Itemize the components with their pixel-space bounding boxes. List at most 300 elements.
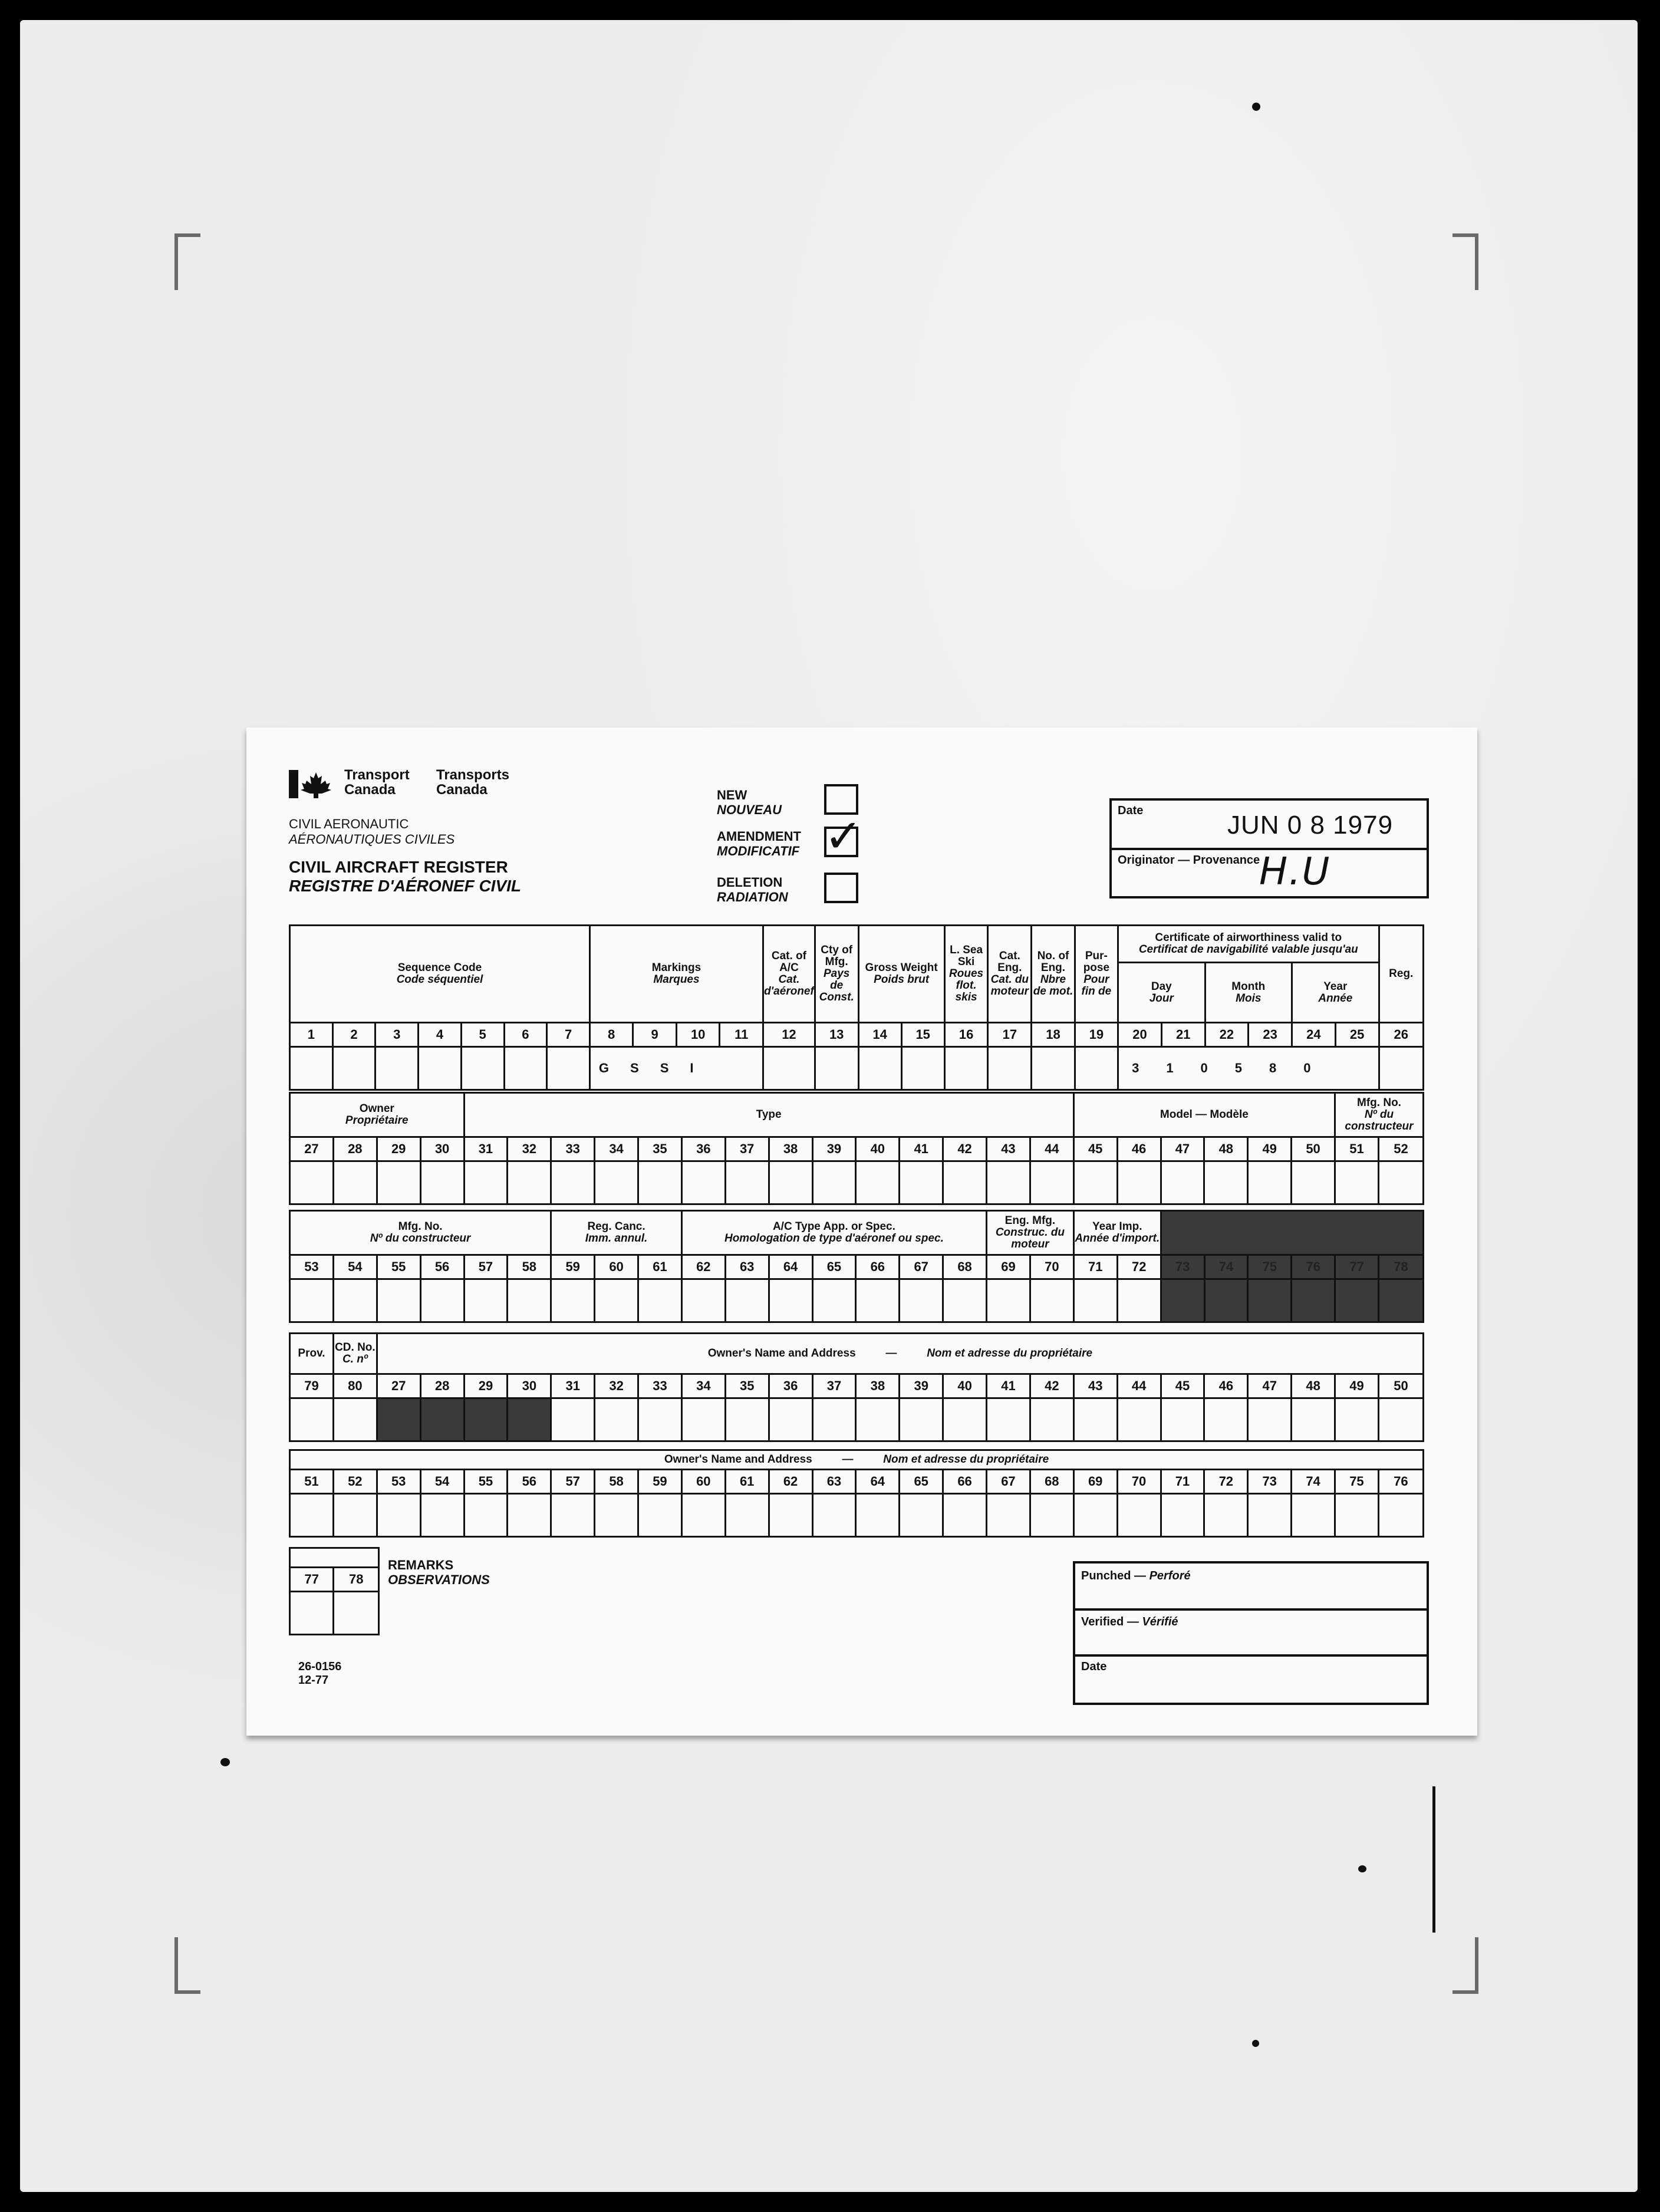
- entry-cell[interactable]: [769, 1161, 812, 1204]
- year-imported-header: [1073, 1211, 1161, 1255]
- column-number: 62: [769, 1470, 812, 1494]
- remarks-label-fr: OBSERVATIONS: [388, 1572, 490, 1588]
- entry-cell[interactable]: [1030, 1494, 1073, 1537]
- entry-cell[interactable]: [1032, 1047, 1075, 1090]
- entry-cell[interactable]: [944, 1047, 988, 1090]
- shaded-cell: [377, 1398, 420, 1441]
- gross-weight-header: [858, 926, 944, 1023]
- country-en: Cty of Mfg.: [821, 944, 853, 969]
- entry-cell[interactable]: [900, 1398, 943, 1441]
- crop-mark-top-right: [1452, 233, 1478, 290]
- owner-name-fr-2: Nom et adresse du propriétaire: [883, 1453, 1049, 1466]
- column-number: 47: [1248, 1374, 1292, 1398]
- column-number: 40: [856, 1137, 900, 1161]
- column-number: 73: [1161, 1255, 1204, 1279]
- owner-name-address-header-2: [290, 1450, 1424, 1470]
- cd-no-en: CD. No.: [335, 1341, 376, 1354]
- entry-cell[interactable]: [551, 1398, 595, 1441]
- entry-cell[interactable]: [856, 1279, 900, 1322]
- amendment-label-en: AMENDMENT: [717, 829, 801, 844]
- column-number: 12: [763, 1023, 815, 1047]
- entry-cell[interactable]: [1335, 1494, 1379, 1537]
- entry-cell[interactable]: [332, 1047, 376, 1090]
- shaded-cell: [420, 1398, 464, 1441]
- entry-cell[interactable]: [1117, 1398, 1161, 1441]
- entry-cell[interactable]: [1292, 1161, 1335, 1204]
- entry-cell[interactable]: [987, 1279, 1030, 1322]
- entry-cell[interactable]: [290, 1279, 334, 1322]
- month-en: Month: [1231, 980, 1266, 993]
- amendment-label: [717, 829, 801, 859]
- column-number: 8: [589, 1023, 633, 1047]
- column-number: 50: [1378, 1374, 1423, 1398]
- column-number: 76: [1378, 1470, 1423, 1494]
- entry-cell[interactable]: [1161, 1398, 1204, 1441]
- column-number: 57: [464, 1255, 508, 1279]
- entry-cell[interactable]: [464, 1161, 508, 1204]
- entry-cell[interactable]: [681, 1398, 725, 1441]
- entry-cell[interactable]: [638, 1161, 682, 1204]
- entry-cell[interactable]: [1117, 1161, 1161, 1204]
- column-number: 48: [1204, 1137, 1248, 1161]
- landing-gear-en: L. Sea Ski: [950, 944, 983, 969]
- engine-count-header: [1032, 926, 1075, 1023]
- column-number: 1: [290, 1023, 333, 1047]
- day-en: Day: [1151, 980, 1172, 993]
- column-number: 75: [1248, 1255, 1292, 1279]
- entry-cell[interactable]: [1248, 1398, 1292, 1441]
- branch-name-fr: AÉRONAUTIQUES CIVILES: [289, 832, 455, 847]
- column-number: 66: [856, 1255, 900, 1279]
- day-fr: Jour: [1149, 992, 1174, 1005]
- entry-cell[interactable]: [812, 1279, 856, 1322]
- purpose-fr: Pour fin de: [1081, 973, 1112, 998]
- column-number: 68: [1030, 1470, 1073, 1494]
- entry-cell[interactable]: [1073, 1161, 1117, 1204]
- entry-cell[interactable]: [901, 1047, 944, 1090]
- entry-cell[interactable]: [769, 1398, 812, 1441]
- month-fr: Mois: [1236, 992, 1262, 1005]
- column-number: 62: [681, 1255, 725, 1279]
- column-number: 56: [420, 1255, 464, 1279]
- column-number: 51: [1335, 1137, 1379, 1161]
- entry-cell[interactable]: [987, 1494, 1030, 1537]
- purpose-en: Pur-pose: [1083, 950, 1110, 975]
- entry-cell[interactable]: [1378, 1494, 1423, 1537]
- column-number: 40: [943, 1374, 987, 1398]
- engine-manufacturer-header: [987, 1211, 1074, 1255]
- entry-cell[interactable]: [290, 1161, 334, 1204]
- column-number: 78: [1379, 1255, 1424, 1279]
- entry-cell[interactable]: [508, 1279, 551, 1322]
- column-number: 2: [332, 1023, 376, 1047]
- certificate-expiry-value[interactable]: 310580: [1118, 1047, 1379, 1090]
- column-number: 49: [1248, 1137, 1292, 1161]
- column-number: 72: [1117, 1255, 1161, 1279]
- verified-en: Verified —: [1081, 1615, 1139, 1628]
- date-stamp-value: JUN 0 8 1979: [1227, 811, 1394, 840]
- entry-cell[interactable]: [464, 1494, 508, 1537]
- column-number: 53: [290, 1255, 334, 1279]
- column-number: 60: [595, 1255, 638, 1279]
- markings-en: Markings: [651, 962, 701, 975]
- column-number: 43: [987, 1137, 1030, 1161]
- engine-count-fr: Nbre de mot.: [1033, 973, 1073, 998]
- owner-name-dash: —: [885, 1347, 897, 1360]
- entry-cell[interactable]: [725, 1398, 769, 1441]
- entry-cell[interactable]: [987, 1161, 1030, 1204]
- entry-cell[interactable]: [377, 1494, 420, 1537]
- entry-cell[interactable]: [769, 1279, 812, 1322]
- entry-cell[interactable]: [681, 1494, 725, 1537]
- entry-cell[interactable]: [1335, 1398, 1379, 1441]
- column-number: 32: [595, 1374, 638, 1398]
- entry-cell[interactable]: [551, 1494, 595, 1537]
- column-number: 59: [638, 1470, 682, 1494]
- owner-name-fr: Nom et adresse du propriétaire: [927, 1347, 1093, 1360]
- entry-cell[interactable]: [420, 1161, 464, 1204]
- type-header: Type: [464, 1093, 1073, 1137]
- column-number: 36: [681, 1137, 725, 1161]
- year-imported-fr: Année d'import.: [1075, 1232, 1160, 1245]
- engine-manufacturer-en: Eng. Mfg.: [1004, 1214, 1056, 1227]
- entry-cell[interactable]: [290, 1047, 333, 1090]
- column-number: 41: [987, 1374, 1030, 1398]
- column-number: 15: [901, 1023, 944, 1047]
- entry-cell[interactable]: [856, 1161, 900, 1204]
- entry-cell[interactable]: [1030, 1161, 1073, 1204]
- markings-value[interactable]: GSSI: [589, 1047, 763, 1090]
- entry-cell[interactable]: [333, 1279, 377, 1322]
- aircraft-register-form: [246, 728, 1477, 1736]
- entry-cell[interactable]: [815, 1047, 858, 1090]
- column-number: 28: [333, 1137, 377, 1161]
- entry-cell[interactable]: [1073, 1494, 1117, 1537]
- cd-no-fr: C. nº: [342, 1353, 368, 1365]
- column-number: 29: [377, 1137, 420, 1161]
- column-number: 27: [377, 1374, 420, 1398]
- entry-cell[interactable]: [1292, 1398, 1335, 1441]
- entry-cell[interactable]: [551, 1161, 595, 1204]
- entry-cell[interactable]: [420, 1494, 464, 1537]
- dept-name-fr: [436, 768, 509, 797]
- entry-cell[interactable]: [333, 1494, 377, 1537]
- markings-header: [589, 926, 763, 1023]
- column-number: 80: [333, 1374, 377, 1398]
- section5-table: [289, 1449, 1424, 1538]
- column-number: 66: [943, 1470, 987, 1494]
- entry-cell[interactable]: [595, 1494, 638, 1537]
- column-number: 61: [638, 1255, 682, 1279]
- processing-date-label: Date: [1081, 1660, 1107, 1673]
- entry-cell[interactable]: [1075, 1047, 1118, 1090]
- entry-cell[interactable]: [638, 1398, 682, 1441]
- column-number: 55: [464, 1470, 508, 1494]
- month-header: [1205, 963, 1292, 1023]
- entry-cell[interactable]: [943, 1161, 987, 1204]
- new-label-en: NEW: [717, 788, 747, 802]
- entry-cell[interactable]: [1248, 1161, 1292, 1204]
- entry-cell[interactable]: [1030, 1279, 1073, 1322]
- verified-label: [1081, 1615, 1178, 1628]
- category-fr: Cat. d'aéronef: [764, 973, 814, 998]
- entry-cell[interactable]: [812, 1161, 856, 1204]
- processing-divider-2: [1075, 1654, 1427, 1657]
- shaded-unused-block: [1161, 1211, 1423, 1255]
- entry-cell[interactable]: [504, 1047, 547, 1090]
- punched-fr: Perforé: [1149, 1569, 1191, 1582]
- entry-cell[interactable]: [943, 1279, 987, 1322]
- column-number: 11: [720, 1023, 763, 1047]
- entry-cell[interactable]: [333, 1398, 377, 1441]
- deletion-checkbox[interactable]: [824, 873, 858, 903]
- entry-cell[interactable]: [1248, 1494, 1292, 1537]
- entry-cell[interactable]: [1117, 1494, 1161, 1537]
- remarks-label-en: REMARKS: [388, 1558, 454, 1572]
- entry-cell[interactable]: [1030, 1398, 1073, 1441]
- column-number: 70: [1117, 1470, 1161, 1494]
- branch-name-en: CIVIL AERONAUTIC: [289, 817, 409, 831]
- entry-cell[interactable]: [725, 1494, 769, 1537]
- mfg-number-fr: Nº du constructeur: [370, 1232, 471, 1245]
- entry-cell[interactable]: [547, 1047, 590, 1090]
- entry-cell[interactable]: [464, 1279, 508, 1322]
- entry-cell[interactable]: [900, 1161, 943, 1204]
- day-header: [1118, 963, 1205, 1023]
- entry-cell[interactable]: [1204, 1398, 1248, 1441]
- owner-code-en: Owner: [359, 1102, 394, 1115]
- entry-cell[interactable]: [856, 1398, 900, 1441]
- microfilm-page: [20, 20, 1638, 2192]
- shaded-cell: [1379, 1279, 1424, 1322]
- column-number: 71: [1073, 1255, 1117, 1279]
- column-number: 36: [769, 1374, 812, 1398]
- entry-cell[interactable]: [1073, 1279, 1117, 1322]
- entry-cell[interactable]: [1117, 1279, 1161, 1322]
- entry-cell[interactable]: [290, 1398, 334, 1441]
- film-scratch-line: [1432, 1786, 1435, 1933]
- column-number: 72: [1204, 1470, 1248, 1494]
- shaded-cell: [464, 1398, 508, 1441]
- sequence-code-fr: Code séquentiel: [396, 973, 483, 986]
- province-header: Prov.: [290, 1334, 334, 1374]
- mfg-number-header: [290, 1211, 551, 1255]
- column-number: 74: [1204, 1255, 1248, 1279]
- column-number: 57: [551, 1470, 595, 1494]
- entry-cell[interactable]: [420, 1279, 464, 1322]
- column-number: 3: [376, 1023, 419, 1047]
- column-number: 70: [1030, 1255, 1073, 1279]
- entry-cell[interactable]: [376, 1047, 419, 1090]
- entry-cell[interactable]: [988, 1047, 1032, 1090]
- entry-cell[interactable]: [725, 1161, 769, 1204]
- entry-cell[interactable]: [858, 1047, 901, 1090]
- entry-cell[interactable]: [681, 1279, 725, 1322]
- entry-cell[interactable]: [763, 1047, 815, 1090]
- entry-cell[interactable]: [508, 1161, 551, 1204]
- column-number: 49: [1335, 1374, 1379, 1398]
- column-number: 32: [508, 1137, 551, 1161]
- column-number: 20: [1118, 1023, 1162, 1047]
- entry-cell[interactable]: [943, 1494, 987, 1537]
- column-number: 30: [508, 1374, 551, 1398]
- engine-category-header: [988, 926, 1032, 1023]
- column-number: 23: [1249, 1023, 1292, 1047]
- entry-cell[interactable]: [419, 1047, 462, 1090]
- entry-cell[interactable]: [508, 1494, 551, 1537]
- entry-cell[interactable]: [812, 1398, 856, 1441]
- gross-weight-en: Gross Weight: [865, 962, 938, 975]
- mfg-number-en: Mfg. No.: [398, 1220, 443, 1233]
- entry-cell[interactable]: [334, 1592, 379, 1635]
- column-number: 26: [1379, 1023, 1423, 1047]
- column-number: 39: [812, 1137, 856, 1161]
- column-number: 34: [595, 1137, 638, 1161]
- column-number: 16: [944, 1023, 988, 1047]
- column-number: 37: [812, 1374, 856, 1398]
- entry-cell[interactable]: [638, 1494, 682, 1537]
- column-number: 64: [769, 1255, 812, 1279]
- deletion-label-fr: RADIATION: [717, 890, 788, 905]
- entry-cell[interactable]: [900, 1494, 943, 1537]
- entry-cell[interactable]: [551, 1279, 595, 1322]
- year-en: Year: [1323, 980, 1348, 993]
- originator-initials: H.U: [1259, 850, 1331, 894]
- entry-cell[interactable]: [1335, 1161, 1379, 1204]
- column-number: 13: [815, 1023, 858, 1047]
- column-number: 65: [812, 1255, 856, 1279]
- column-number: 25: [1335, 1023, 1379, 1047]
- entry-cell[interactable]: [1379, 1047, 1423, 1090]
- column-number: 76: [1292, 1255, 1335, 1279]
- engine-manufacturer-fr: Construc. du moteur: [995, 1226, 1065, 1250]
- entry-cell[interactable]: [900, 1279, 943, 1322]
- sequence-code-header: [290, 926, 590, 1023]
- column-number: 60: [681, 1470, 725, 1494]
- column-number: 58: [595, 1470, 638, 1494]
- year-imported-en: Year Imp.: [1092, 1220, 1142, 1233]
- column-number: 6: [504, 1023, 547, 1047]
- column-number: 31: [464, 1137, 508, 1161]
- column-number: 78: [334, 1568, 379, 1592]
- column-number: 7: [547, 1023, 590, 1047]
- entry-cell[interactable]: [1378, 1161, 1423, 1204]
- owner-name-en: Owner's Name and Address: [707, 1347, 856, 1360]
- column-number: 44: [1117, 1374, 1161, 1398]
- engine-category-fr: Cat. du moteur: [990, 973, 1029, 998]
- column-number: 65: [900, 1470, 943, 1494]
- model-header: Model — Modèle: [1073, 1093, 1335, 1137]
- entry-cell[interactable]: [856, 1494, 900, 1537]
- shaded-cell: [508, 1398, 551, 1441]
- entry-cell[interactable]: [812, 1494, 856, 1537]
- entry-cell[interactable]: [377, 1279, 420, 1322]
- entry-cell[interactable]: [290, 1592, 334, 1635]
- entry-cell[interactable]: [1161, 1494, 1204, 1537]
- landing-gear-fr: Roues flot. skis: [949, 967, 984, 1003]
- section1-table: [289, 924, 1424, 1091]
- form-edition-value: 12-77: [298, 1674, 329, 1687]
- column-number: 47: [1161, 1137, 1204, 1161]
- entry-cell[interactable]: [987, 1398, 1030, 1441]
- category-header: [763, 926, 815, 1023]
- entry-cell[interactable]: [1161, 1161, 1204, 1204]
- dept-fr-line1: Transports: [436, 767, 510, 783]
- column-number: 28: [420, 1374, 464, 1398]
- deletion-label: [717, 875, 788, 905]
- crop-mark-bottom-right: [1452, 1937, 1478, 1994]
- form-title-en: CIVIL AIRCRAFT REGISTER: [289, 858, 508, 876]
- processing-divider-1: [1075, 1608, 1427, 1611]
- engine-count-en: No. of Eng.: [1037, 950, 1069, 975]
- dust-speck: [1252, 2040, 1259, 2047]
- year-header: [1292, 963, 1379, 1023]
- entry-cell[interactable]: [1204, 1161, 1248, 1204]
- entry-cell[interactable]: [1204, 1494, 1248, 1537]
- entry-cell[interactable]: [1378, 1398, 1423, 1441]
- mfg-no-header: [1335, 1093, 1424, 1137]
- remarks-cells: [289, 1547, 380, 1635]
- column-number: 39: [900, 1374, 943, 1398]
- punched-en: Punched —: [1081, 1569, 1147, 1582]
- entry-cell[interactable]: [595, 1279, 638, 1322]
- entry-cell[interactable]: [595, 1398, 638, 1441]
- entry-cell[interactable]: [595, 1161, 638, 1204]
- entry-cell[interactable]: [1073, 1398, 1117, 1441]
- dept-fr-line2: Canada: [436, 782, 488, 798]
- entry-cell[interactable]: [1292, 1494, 1335, 1537]
- certificate-en: Certificate of airworthiness valid to: [1155, 931, 1342, 944]
- entry-cell[interactable]: [943, 1398, 987, 1441]
- column-number: 68: [943, 1255, 987, 1279]
- entry-cell[interactable]: [290, 1494, 334, 1537]
- sequence-code-en: Sequence Code: [397, 962, 482, 975]
- date-originator-box: [1109, 798, 1429, 898]
- entry-cell[interactable]: [725, 1279, 769, 1322]
- column-number: 52: [333, 1470, 377, 1494]
- column-number: 41: [900, 1137, 943, 1161]
- country-header: [815, 926, 858, 1023]
- column-number: 56: [508, 1470, 551, 1494]
- owner-name-en-2: Owner's Name and Address: [664, 1453, 812, 1466]
- column-number: 9: [633, 1023, 676, 1047]
- section2-table: [289, 1092, 1424, 1205]
- mfg-no-fr: Nº du constructeur: [1345, 1108, 1414, 1133]
- entry-cell[interactable]: [333, 1161, 377, 1204]
- form-number-value: 26-0156: [298, 1660, 342, 1673]
- section3-table: [289, 1210, 1424, 1323]
- dept-en-line2: Canada: [344, 782, 396, 798]
- column-number: 58: [508, 1255, 551, 1279]
- entry-cell[interactable]: [461, 1047, 504, 1090]
- entry-cell[interactable]: [769, 1494, 812, 1537]
- column-number: 46: [1117, 1137, 1161, 1161]
- column-number: 35: [638, 1137, 682, 1161]
- column-number: 69: [1073, 1470, 1117, 1494]
- new-label: [717, 788, 782, 818]
- entry-cell[interactable]: [377, 1161, 420, 1204]
- crop-mark-top-left: [174, 233, 200, 290]
- owner-code-header: [290, 1093, 465, 1137]
- entry-cell[interactable]: [681, 1161, 725, 1204]
- column-number: 77: [1335, 1255, 1379, 1279]
- purpose-header: [1075, 926, 1118, 1023]
- entry-cell[interactable]: [638, 1279, 682, 1322]
- canada-flag-icon: [289, 770, 334, 798]
- column-number: 42: [943, 1137, 987, 1161]
- shaded-cell: [1292, 1279, 1335, 1322]
- column-number: 46: [1204, 1374, 1248, 1398]
